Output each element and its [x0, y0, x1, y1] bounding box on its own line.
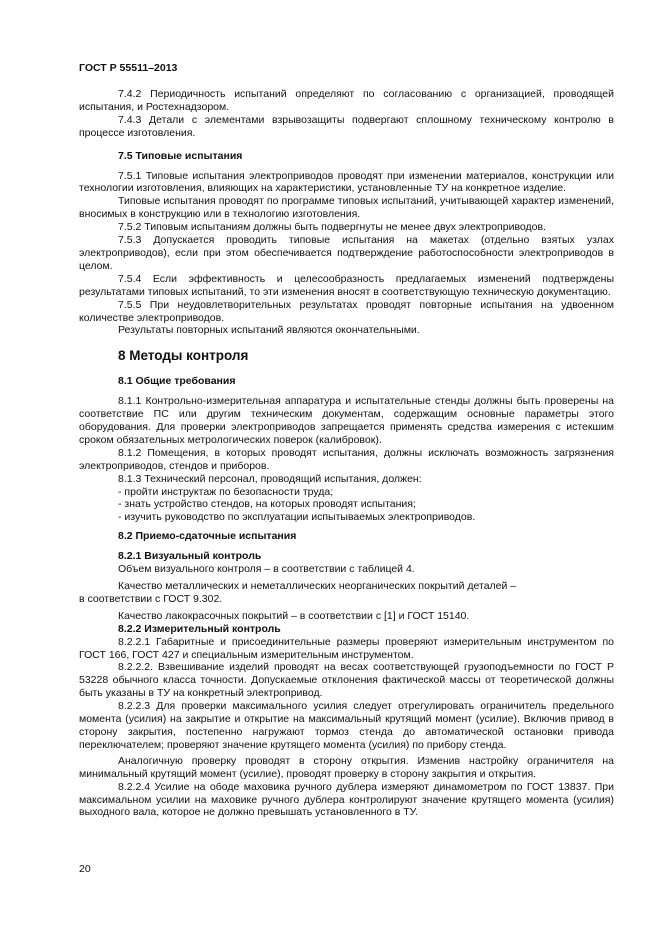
paragraph-8-2-2-1: 8.2.2.1 Габаритные и присоединительные размеры проверяют измерительным инструментом по ГОСТ 166, ГОСТ 427 и специальным измерительным инструментом.	[79, 635, 614, 661]
section-heading-8-2: 8.2 Приемо-сдаточные испытания	[118, 530, 297, 543]
paragraph-8-2-1-metal-coatings-cont: в соответствии с ГОСТ 9.302.	[79, 592, 223, 605]
document-header: ГОСТ Р 55511–2013	[79, 62, 178, 74]
paragraph-7-5-5-cont: Результаты повторных испытаний являются окончательными.	[118, 324, 420, 337]
section-heading-7-5: 7.5 Типовые испытания	[118, 149, 243, 162]
paragraph-7-4-3: 7.4.3 Детали с элементами взрывозащиты подвергают сплошному техническому контролю в процессе изготовления.	[79, 113, 614, 139]
paragraph-7-5-4: 7.5.4 Если эффективность и целесообразность предлагаемых изменений подтверждены результатами типовых испытаний, то эти изменения вносят в соответствующую техническую документацию.	[79, 272, 614, 298]
section-heading-8-1: 8.1 Общие требования	[118, 375, 236, 388]
paragraph-7-5-1: 7.5.1 Типовые испытания электроприводов проводят при изменении материалов, конструкции или технологии изготовления, влияющих на характеристики, установленные ТУ на конкретное изделие.	[79, 169, 614, 195]
list-item: - знать устройство стендов, на которых проводят испытания;	[118, 498, 416, 511]
subsection-heading-8-2-1: 8.2.1 Визуальный контроль	[118, 550, 262, 563]
paragraph-8-2-2-4: 8.2.2.4 Усилие на ободе маховика ручного дублера измеряют динамометром по ГОСТ 13837. При максимальном усилии на маховике ручного дублера контролируют значение крутящего момента (усилия) выходного вала, которое не должно превышать установленного в ТУ.	[79, 780, 614, 819]
paragraph-7-4-2: 7.4.2 Периодичность испытаний определяют по согласованию с организацией, проводящей испытания, и Ростехнадзором.	[79, 88, 614, 113]
page-number: 20	[79, 863, 91, 875]
list-item: - пройти инструктаж по безопасности труда;	[118, 485, 334, 498]
paragraph-8-2-2-3: 8.2.2.3 Для проверки максимального усилия следует отрегулировать ограничитель предельного момента (усилия) на закрытие и открытие на максимальный крутящий момент (усилие). Включив привод в сторону закрытия, постепенно нагружают тормоз стенда до автоматической остановки привода переключателем; проверяют значение крутящего момента (усилия) по прибору стенда.	[79, 700, 614, 751]
paragraph-8-2-1-paint-coatings: Качество лакокрасочных покрытий – в соответствии с [1] и ГОСТ 15140.	[118, 609, 470, 622]
chapter-heading-8: 8 Методы контроля	[118, 348, 249, 364]
paragraph-7-5-1-cont: Типовые испытания проводят по программе типовых испытаний, учитывающей характер изменений, вносимых в конструкцию или в технологию изготовления.	[79, 195, 614, 221]
paragraph-8-2-2-3-cont: Аналогичную проверку проводят в сторону открытия. Изменив настройку ограничителя на минимальный крутящий момент (усилие), проводят проверку в сторону закрытия и открытия.	[79, 754, 614, 780]
subsection-heading-8-2-2: 8.2.2 Измерительный контроль	[118, 622, 281, 635]
list-item: - изучить руководство по эксплуатации испытываемых электроприводов.	[118, 511, 476, 524]
paragraph-8-1-2: 8.1.2 Помещения, в которых проводят испытания, должны исключать возможность загрязнения электроприводов, стендов и приборов.	[79, 446, 614, 472]
paragraph-8-1-3: 8.1.3 Технический персонал, проводящий испытания, должен:	[118, 472, 422, 485]
paragraph-7-5-3: 7.5.3 Допускается проводить типовые испытания на макетах (отдельно взятых узлах электроприводов), если при этом обеспечивается подтверждение работоспособности электроприводов в целом.	[79, 234, 614, 272]
paragraph-8-1-1: 8.1.1 Контрольно-измерительная аппаратура и испытательные стенды должны быть проверены на соответствие ПС или другим техническим документам, содержащим основные параметры этого оборудования. Для проверки электроприводов запрещается применять средства измерения с истекшим сроком обязательных метрологических поверок (калибровок).	[79, 395, 614, 446]
paragraph-7-5-2: 7.5.2 Типовым испытаниям должны быть подвергнуты не менее двух электроприводов.	[118, 221, 546, 234]
document-body	[79, 88, 614, 819]
paragraph-8-2-1-metal-coatings: Качество металлических и неметаллических неорганических покрытий деталей –	[118, 580, 517, 592]
paragraph-7-5-5: 7.5.5 При неудовлетворительных результатах проводят повторные испытания на удвоенном количестве электроприводов.	[79, 298, 614, 324]
paragraph-8-2-1-scope: Объем визуального контроля – в соответствии с таблицей 4.	[118, 563, 415, 576]
paragraph-8-2-2-2: 8.2.2.2. Взвешивание изделий проводят на весах соответствующей грузоподъемности по ГОСТ Р 53228 обычного класса точности. Допускаемые отклонения фактической массы от теоретической должны быть указаны в ТУ на конкретный электропривод.	[79, 661, 614, 700]
